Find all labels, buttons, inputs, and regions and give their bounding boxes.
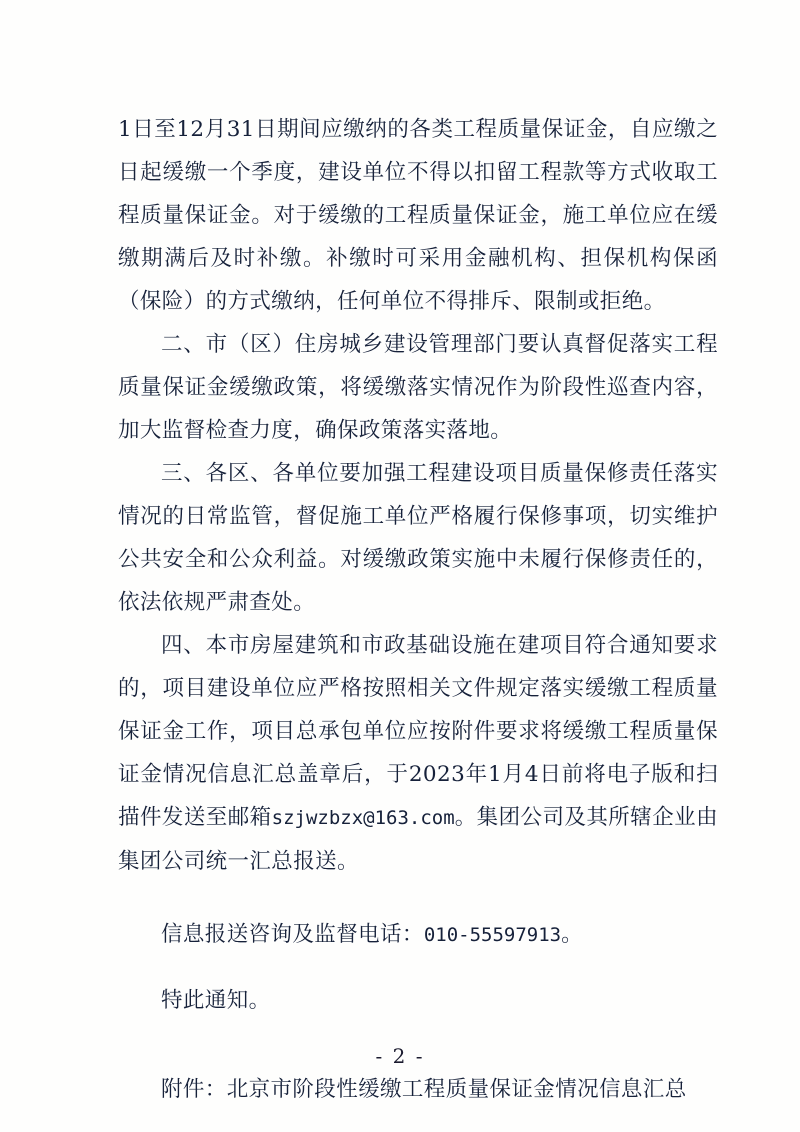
paragraph-section-four xyxy=(118,624,718,883)
page-number: - 2 - xyxy=(375,1044,425,1068)
telephone-suffix: 。 xyxy=(561,922,583,947)
notice-line: 特此通知。 xyxy=(161,988,271,1013)
attachment-line: 附件：北京市阶段性缓缴工程质量保证金情况信息汇总 xyxy=(161,1077,687,1102)
paragraph-section-three: 三、各区、各单位要加强工程建设项目质量保修责任落实情况的日常监管，督促施工单位严格履行保修事项，切实维护公共安全和公众利益。对缓缴政策实施中未履行保修责任的，依法依规严肃查处。 xyxy=(118,461,718,615)
telephone-line xyxy=(118,913,718,957)
telephone-number: 010-55597913 xyxy=(423,924,562,946)
contact-email: szjwzbzx@163.com xyxy=(271,807,455,829)
paragraph-four-after-email: 。集团公司及其所辖企业由集团公司统一汇总报送。 xyxy=(118,805,718,874)
document-body xyxy=(118,108,718,1111)
paragraph-four-before-email: 四、本市房屋建筑和市政基础设施在建项目符合通知要求的，项目建设单位应严格按照相关文件规定落实缓缴工程质量保证金工作，项目总承包单位应按附件要求将缓缴工程质量保证金情况信息汇总盖章后，于2023年1月4日前将电子版和扫描件发送至邮箱 xyxy=(118,633,718,830)
telephone-label: 信息报送咨询及监督电话： xyxy=(161,922,424,947)
paragraph-continuation: 1日至12月31日期间应缴纳的各类工程质量保证金，自应缴之日起缓缴一个季度，建设单位不得以扣留工程款等方式收取工程质量保证金。对于缓缴的工程质量保证金，施工单位应在缓缴期满后及时补缴。补缴时可采用金融机构、担保机构保函（保险）的方式缴纳，任何单位不得排斥、限制或拒绝。 xyxy=(118,117,718,314)
paragraph-section-two: 二、市（区）住房城乡建设管理部门要认真督促落实工程质量保证金缓缴政策，将缓缴落实情况作为阶段性巡查内容，加大监督检查力度，确保政策落实落地。 xyxy=(118,332,718,443)
